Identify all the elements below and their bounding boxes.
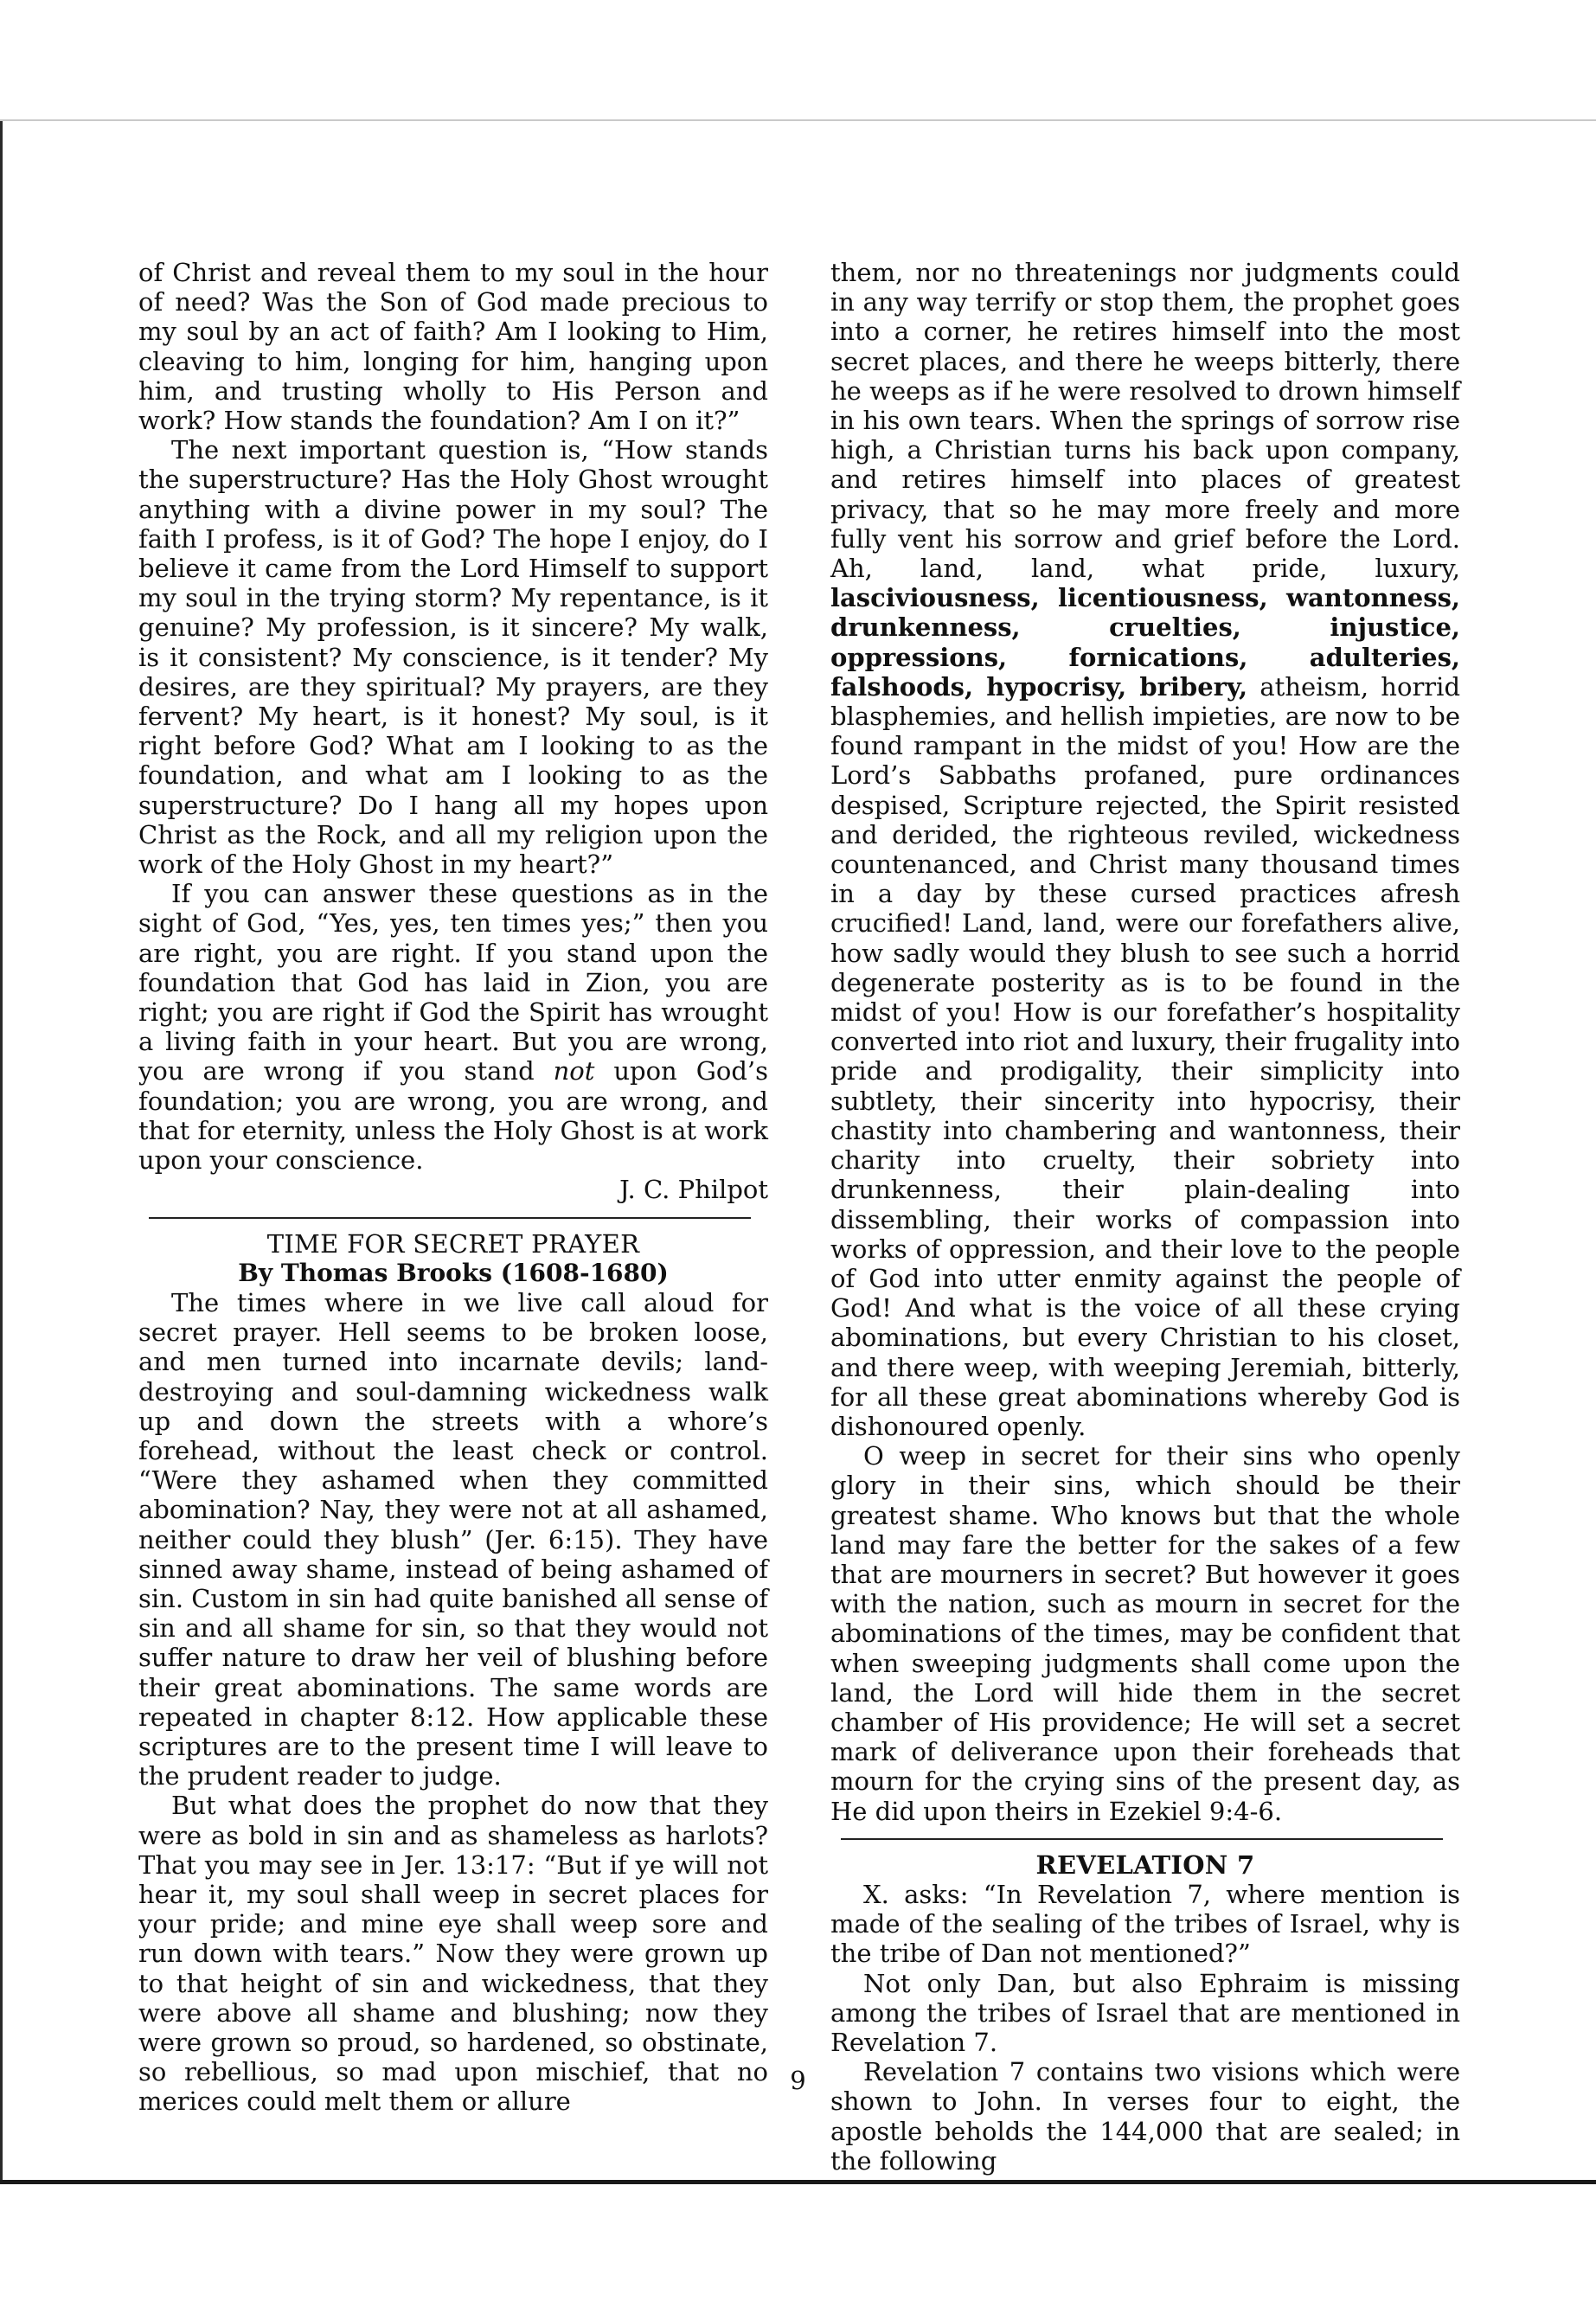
- paragraph: [830, 258, 1460, 1441]
- paragraph: Revelation 7 contains two visions which were shown to John. In verses four to eight, the apostle beholds the 144,000 that are sealed; in the following: [830, 2057, 1460, 2176]
- page-number: 9: [790, 2066, 806, 2095]
- left-column: [138, 258, 768, 2117]
- paragraph: But what does the prophet do now that they were as bold in sin and as shameless as harlots? That you may see in Jer. 13:17: “But if ye will not hear it, my soul shall weep in secret places for your pride; and mine eye shall weep sore and run down with tears.” Now they were grown up to that height of sin and wickedness, that they were above all shame and blushing; now they were grown so proud, so hardened, so obstinate, so rebellious, so mad upon mischief, that no merices could melt them or allure: [138, 1791, 768, 2117]
- paragraph: [138, 879, 768, 1175]
- paragraph: The next important question is, “How stands the superstructure? Has the Holy Ghost wrought anything with a divine power in my soul? The faith I profess, is it of God? The hope I enjoy, do I believe it came from the Lord Himself to support my soul in the trying storm? My repentance, is it genuine? My profession, is it sincere? My walk, is it consistent? My conscience, is it tender? My desires, are they spiritual? My prayers, are they fervent? My heart, is it honest? My soul, is it right before God? What am I looking to as the foundation, and what am I looking to as the superstructure? Do I hang all my hopes upon Christ as the Rock, and all my religion upon the work of the Holy Ghost in my heart?”: [138, 435, 768, 880]
- article-byline: By Thomas Brooks (1608-1680): [238, 1258, 669, 1287]
- paragraph: The times where in we live call aloud for secret prayer. Hell seems to be broken loose, and men turned into incarnate devils; land-destroying and soul-damning wickedness walk up and down the streets with a whore’s forehead, without the least check or control. “Were they ashamed when they committed abomination? Nay, they were not at all ashamed, neither could they blush” (Jer. 6:15). They have sinned away shame, instead of being ashamed of sin. Custom in sin had quite banished all sense of sin and all shame for sin, so that they would not suffer nature to draw her veil of blushing before their great abominations. The same words are repeated in chapter 8:12. How applicable these scriptures are to the present time I will leave to the prudent reader to judge.: [138, 1287, 768, 1791]
- article-title: TIME FOR SECRET PRAYER: [266, 1228, 640, 1259]
- scan-edge-bottom: [0, 2180, 1596, 2184]
- bold-text: lasciviousness, licentiousness, wantonness, drunkenness, cruelties, injustice, oppressions, fornications, adulteries, falshoods, hypocrisy, bribery,: [830, 583, 1460, 702]
- paragraph-text: upon God’s foundation; you are wrong, you are wrong, and that for eternity, unless the Holy Ghost is at work upon your conscience.: [138, 1056, 768, 1176]
- scan-edge-left: [0, 121, 3, 2184]
- paragraph: X. asks: “In Revelation 7, where mention is made of the sealing of the tribes of Israel, why is the tribe of Dan not mentioned?”: [830, 1879, 1460, 1969]
- paragraph-text: atheism, horrid blasphemies, and hellish impieties, are now to be found rampant in the midst of you! How are the Lord’s Sabbaths profaned, pure ordinances despised, Scripture rejected, the Spirit resisted and derided, the righteous reviled, wickedness countenanced, and Christ many thousand times in a day by these cursed practices afresh crucified! Land, land, were our forefathers alive, how sadly would they blush to see such a horrid degenerate posterity as is to be found in the midst of you! How is our forefather’s hospitality converted into riot and luxury, their frugality into pride and prodigality, their simplicity into subtlety, their sincerity into hypocrisy, their chastity into chambering and wantonness, their charity into cruelty, their sobriety into drunkenness, their plain-dealing into dissembling, their works of compassion into works of oppression, and their love to the people of God into utter enmity against the people of God! And what is the voice of all these crying abominations, but every Christian to his closet, and there weep, with weeping Jeremiah, bitterly, for all these great abominations whereby God is dishonoured openly.: [830, 671, 1461, 1441]
- paragraph: of Christ and reveal them to my soul in the hour of need? Was the Son of God made precious to my soul by an act of faith? Am I looking to Him, cleaving to him, longing for him, hanging upon him, and trusting wholly to His Person and work? How stands the foundation? Am I on it?”: [138, 258, 768, 436]
- paragraph-text: If you can answer these questions as in the sight of God, “Yes, yes, ten times yes;” then you are right, you are right. If you stand upon the foundation that God has laid in Zion, you are right; you are right if God the Spirit has wrought a living faith in your heart. But you are wrong, you are wrong if you stand: [138, 879, 768, 1086]
- paragraph: Not only Dan, but also Ephraim is missing among the tribes of Israel that are mentioned in Revelation 7.: [830, 1968, 1460, 2057]
- section-divider: [149, 1217, 751, 1219]
- right-column: [830, 258, 1460, 2176]
- paragraph: O weep in secret for their sins who openly glory in their sins, which should be their greatest shame. Who knows but that the whole land may fare the better for the sakes of a few that are mourners in secret? But however it goes with the nation, such as mourn in secret for the abominations of the times, may be confident that when sweeping judgments shall come upon the land, the Lord will hide them in the secret chamber of His providence; He will set a secret mark of deliverance upon their foreheads that mourn for the crying sins of the present day, as He did upon theirs in Ezekiel 9:4-6.: [830, 1441, 1460, 1826]
- scan-edge-top: [0, 119, 1596, 121]
- paragraph-text: them, nor no threatenings nor judgments could in any way terrify or stop them, the prophet goes into a corner, he retires himself into the most secret places, and there he weeps bitterly, there he weeps as if he were resolved to drown himself in his own tears. When the springs of sorrow rise high, a Christian turns his back upon company, and retires himself into places of greatest privacy, that so he may more freely and more fully vent his sorrow and grief before the Lord. Ah, land, land, what pride, luxury,: [830, 258, 1460, 584]
- author-signature: J. C. Philpot: [619, 1175, 768, 1205]
- section-title: REVELATION 7: [1035, 1849, 1255, 1880]
- section-divider: [841, 1838, 1443, 1840]
- emphasized-word: not: [553, 1056, 595, 1086]
